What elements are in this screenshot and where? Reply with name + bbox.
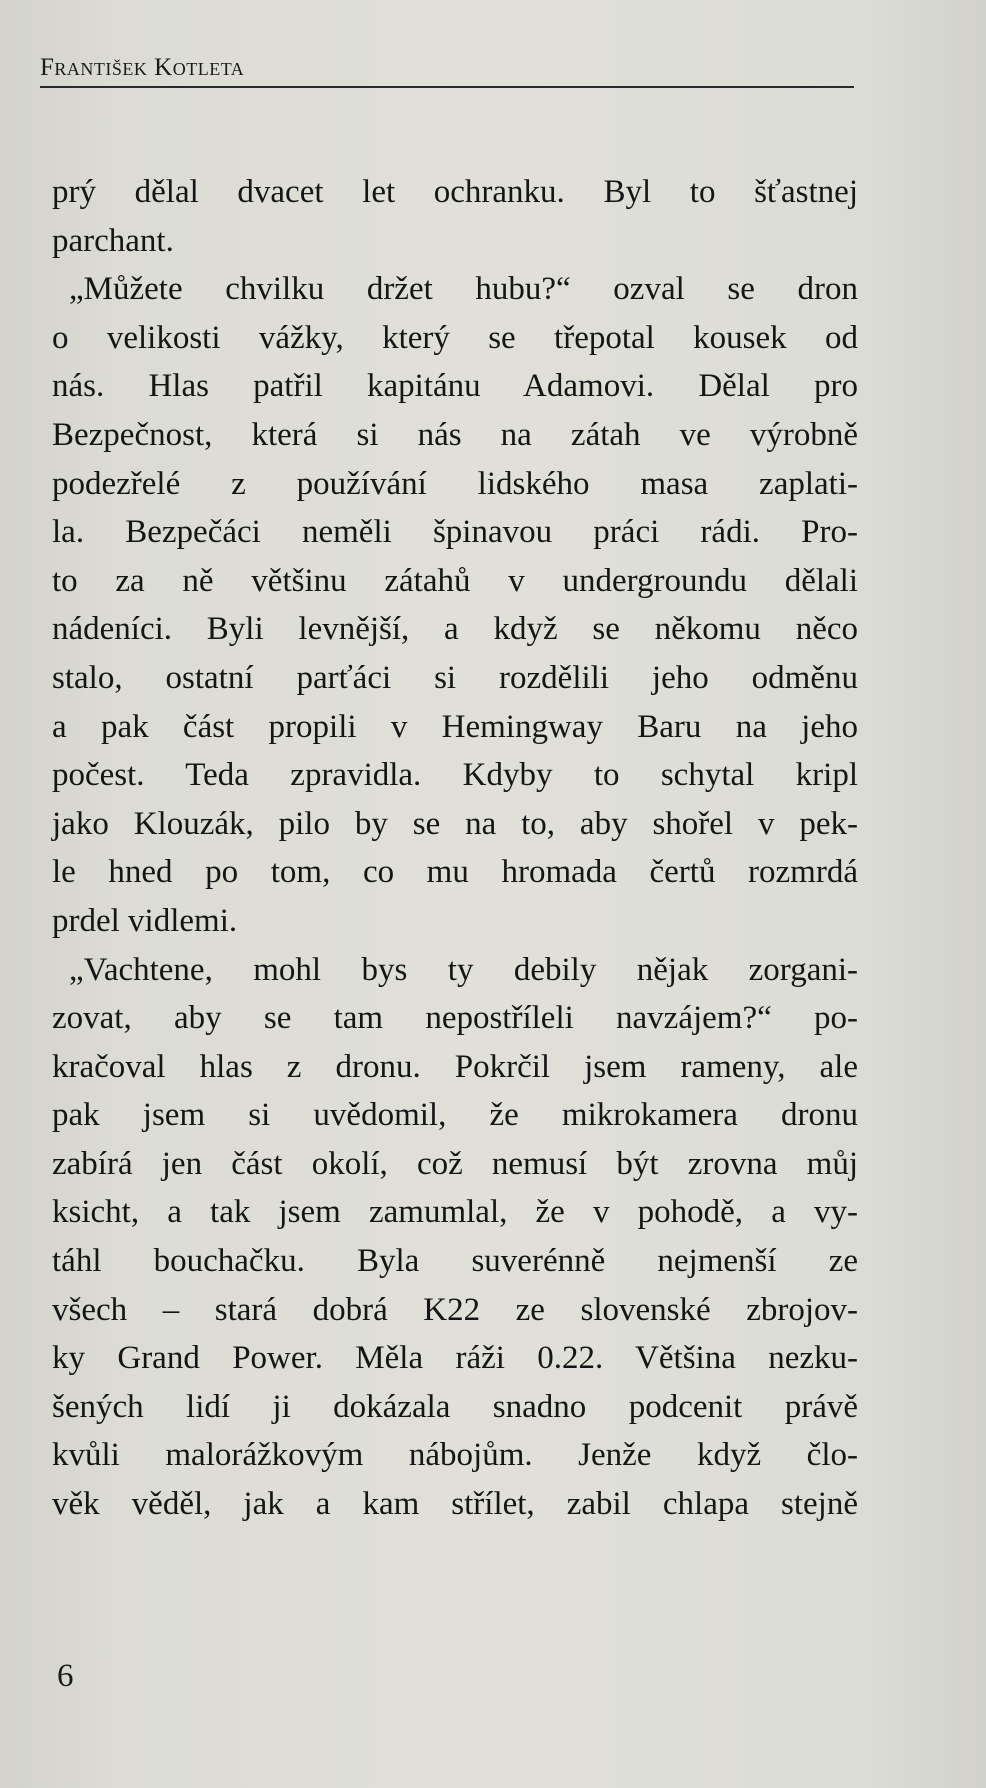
text-line: jako Klouzák, pilo by se na to, aby shořel v pek- xyxy=(52,805,858,842)
running-head: František Kotleta xyxy=(40,54,245,81)
text-line: kračoval hlas z dronu. Pokrčil jsem rameny, ale xyxy=(52,1048,858,1085)
text-line: všech – stará dobrá K22 ze slovenské zbrojov- xyxy=(52,1291,858,1328)
text-line: věk věděl, jak a kam střílet, zabil chlapa stejně xyxy=(52,1486,858,1523)
text-line: táhl bouchačku. Byla suverénně nejmenší ze xyxy=(52,1243,858,1280)
text-line: pak jsem si uvědomil, že mikrokamera dronu xyxy=(52,1097,858,1134)
text-line: nás. Hlas patřil kapitánu Adamovi. Dělal pro xyxy=(52,368,858,405)
text-line: a pak část propili v Hemingway Baru na jeho xyxy=(52,708,858,745)
text-line: parchant. xyxy=(52,222,174,259)
text-line: prdel vidlemi. xyxy=(52,902,238,939)
text-line: „Vachtene, mohl bys ty debily nějak zorgani- xyxy=(69,951,858,988)
text-line: podezřelé z používání lidského masa zaplati- xyxy=(52,465,858,502)
page-number: 6 xyxy=(57,1658,74,1694)
text-line: zovat, aby se tam nepostříleli navzájem?“ po- xyxy=(52,1000,858,1037)
text-line: ky Grand Power. Měla ráži 0.22. Většina nezku- xyxy=(52,1340,858,1377)
text-line: o velikosti vážky, který se třepotal kousek od xyxy=(52,319,858,356)
text-line: Bezpečnost, která si nás na zátah ve výrobně xyxy=(52,416,858,453)
text-line: kvůli malorážkovým nábojům. Jenže když člo- xyxy=(52,1437,858,1474)
text-line: šených lidí ji dokázala snadno podcenit právě xyxy=(52,1388,858,1425)
text-line: počest. Teda zpravidla. Kdyby to schytal kripl xyxy=(52,757,858,794)
text-line: la. Bezpečáci neměli špinavou práci rádi. Pro- xyxy=(52,514,858,551)
body-text xyxy=(52,168,858,1529)
text-line: to za ně většinu zátahů v undergroundu dělali xyxy=(52,562,858,599)
text-line: stalo, ostatní parťáci si rozdělili jeho odměnu xyxy=(52,659,858,696)
text-line: „Můžete chvilku držet hubu?“ ozval se dron xyxy=(69,271,858,308)
text-line: nádeníci. Byli levnější, a když se někomu něco xyxy=(52,611,858,648)
header-rule xyxy=(40,86,854,88)
text-line: le hned po tom, co mu hromada čertů rozmrdá xyxy=(52,854,858,891)
text-line: prý dělal dvacet let ochranku. Byl to šťastnej xyxy=(52,174,858,210)
text-line: ksicht, a tak jsem zamumlal, že v pohodě, a vy- xyxy=(52,1194,858,1231)
text-line: zabírá jen část okolí, což nemusí být zrovna můj xyxy=(52,1145,858,1182)
